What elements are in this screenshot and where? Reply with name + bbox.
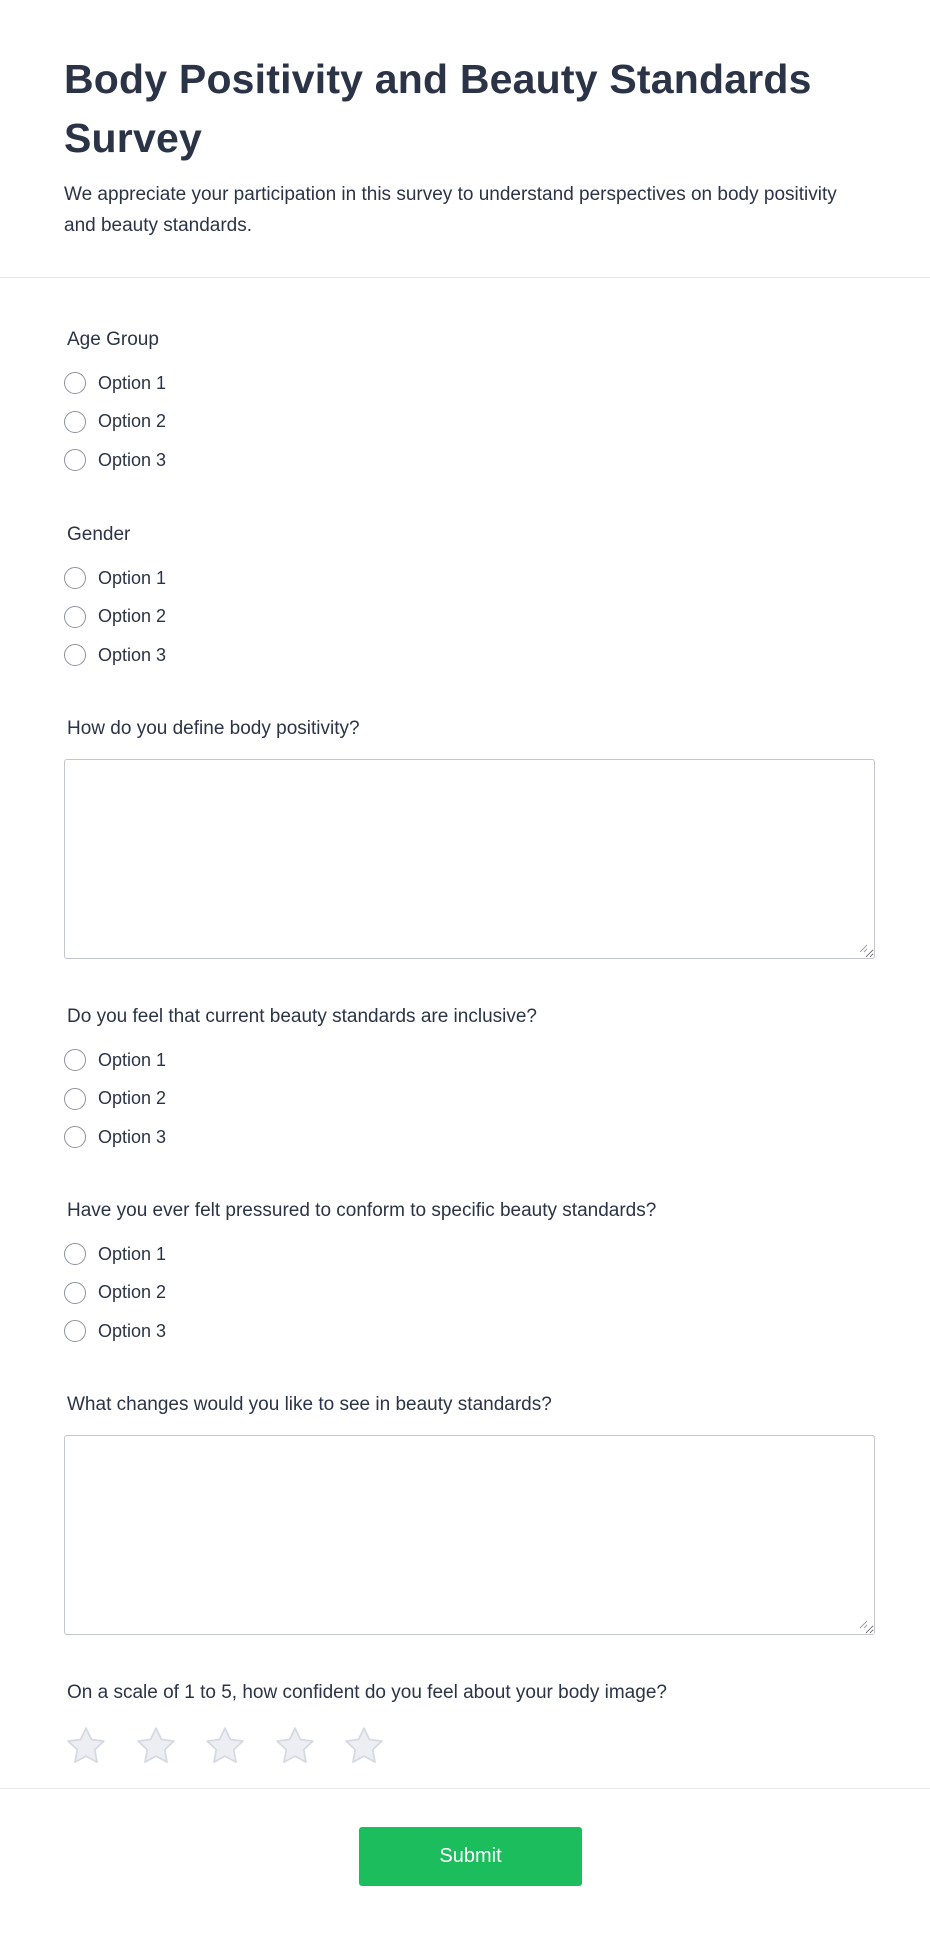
question-label: Gender [67, 524, 131, 545]
question-standards-inclusive [64, 1005, 875, 1164]
textarea-wrapper [64, 759, 875, 959]
radio-option-label: Option 3 [98, 1320, 167, 1341]
radio-option-gender-3[interactable] [64, 643, 875, 667]
survey-title: Body Positivity and Beauty Standards Survey [64, 56, 812, 162]
radio-group-inclusive [64, 1048, 875, 1149]
star-icon[interactable] [134, 1725, 178, 1767]
radio-option-label: Option 2 [98, 1282, 167, 1302]
radio-option-inclusive-2[interactable] [64, 1087, 875, 1111]
question-label: Have you ever felt pressured to conform to specific beauty standards? [67, 1200, 657, 1221]
radio-button[interactable] [64, 372, 86, 394]
star-icon[interactable] [273, 1725, 317, 1767]
radio-option-inclusive-1[interactable] [64, 1048, 875, 1072]
radio-group-pressured [64, 1242, 875, 1343]
survey-description: We appreciate your participation in this survey to understand perspectives on body positivity and beauty standards. [64, 183, 837, 236]
question-age-group [64, 328, 875, 487]
survey-header [0, 0, 930, 278]
radio-option-label: Option 2 [98, 606, 167, 626]
question-desired-changes [64, 1393, 875, 1635]
question-label: On a scale of 1 to 5, how confident do you feel about your body image? [67, 1682, 667, 1703]
radio-button[interactable] [64, 1320, 86, 1342]
question-label: Do you feel that current beauty standards are inclusive? [67, 1006, 537, 1027]
radio-button[interactable] [64, 644, 86, 666]
star-icon[interactable] [203, 1725, 247, 1767]
body-positivity-definition-textarea[interactable] [64, 759, 875, 959]
radio-option-pressured-2[interactable] [64, 1281, 875, 1305]
radio-button[interactable] [64, 449, 86, 471]
radio-option-label: Option 1 [98, 567, 167, 588]
radio-button[interactable] [64, 1049, 86, 1071]
radio-option-inclusive-3[interactable] [64, 1125, 875, 1149]
form-footer [0, 1788, 930, 1938]
radio-button[interactable] [64, 1126, 86, 1148]
radio-button[interactable] [64, 1088, 86, 1110]
radio-button[interactable] [64, 411, 86, 433]
radio-option-label: Option 1 [98, 372, 167, 393]
question-gender [64, 523, 875, 682]
radio-option-label: Option 2 [98, 411, 167, 431]
radio-group-gender [64, 566, 875, 667]
star-icon[interactable] [64, 1725, 108, 1767]
radio-option-age-1[interactable] [64, 371, 875, 395]
radio-button[interactable] [64, 1282, 86, 1304]
textarea-wrapper [64, 1435, 875, 1635]
question-confidence-rating [64, 1681, 875, 1767]
radio-option-label: Option 2 [98, 1088, 167, 1108]
radio-option-gender-2[interactable] [64, 605, 875, 629]
submit-button[interactable]: Submit [359, 1827, 582, 1886]
question-label: What changes would you like to see in beauty standards? [67, 1394, 552, 1415]
radio-option-label: Option 3 [98, 449, 167, 470]
radio-option-label: Option 3 [98, 1126, 167, 1147]
star-rating [64, 1725, 875, 1767]
radio-option-pressured-3[interactable] [64, 1319, 875, 1343]
question-label: Age Group [67, 329, 159, 350]
radio-option-age-2[interactable] [64, 410, 875, 434]
star-icon[interactable] [342, 1725, 386, 1767]
question-label: How do you define body positivity? [67, 718, 360, 739]
radio-button[interactable] [64, 1243, 86, 1265]
radio-option-label: Option 3 [98, 644, 167, 665]
desired-changes-textarea[interactable] [64, 1435, 875, 1635]
radio-button[interactable] [64, 567, 86, 589]
radio-group-age-group [64, 371, 875, 472]
radio-option-age-3[interactable] [64, 448, 875, 472]
question-define-body-positivity [64, 717, 875, 959]
radio-option-pressured-1[interactable] [64, 1242, 875, 1266]
radio-button[interactable] [64, 606, 86, 628]
radio-option-label: Option 1 [98, 1243, 167, 1264]
radio-option-gender-1[interactable] [64, 566, 875, 590]
radio-option-label: Option 1 [98, 1049, 167, 1070]
question-pressured-to-conform [64, 1199, 875, 1358]
